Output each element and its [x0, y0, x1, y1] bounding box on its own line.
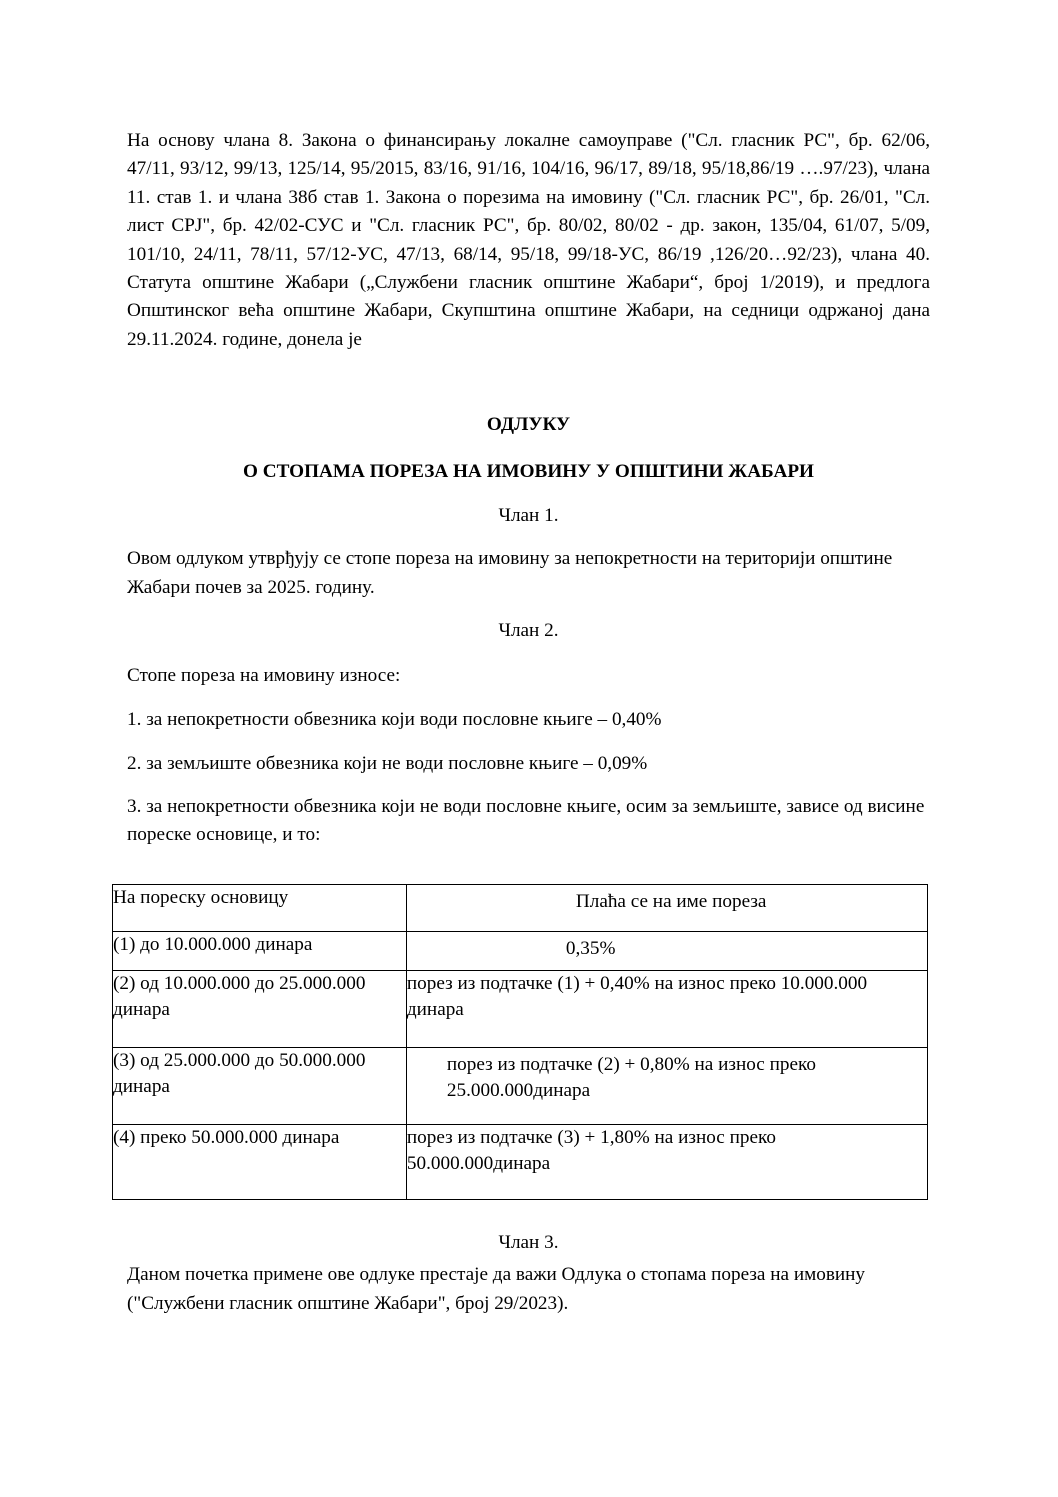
table-cell-rate: порез из подтачке (1) + 0,40% на износ преко 10.000.000 динара — [406, 971, 927, 1048]
article-2-item-3: 3. за непокретности обвезника који не води пословне књиге, осим за земљиште, зависе од висине пореске основице, и то: — [127, 795, 925, 846]
table-cell-rate: порез из подтачке (3) + 1,80% на износ преко 50.000.000динара — [406, 1125, 927, 1200]
preamble-paragraph: На основу члана 8. Закона о финансирању локалне самоуправе ("Сл. гласник РС", бр. 62/06, 47/11, 93/12, 99/13, 125/14, 95/2015, 83/16, 91/16, 104/16, 96/17, 89/18, 95/18,86/19 ….97/23), члана 11. став 1. и члана 38б став 1. Закона о порезима на имовину ("Сл. гласник РС", бр. 26/01, "Сл. лист СРЈ", бр. 42/02-СУС и "Сл. гласник РС", бр. 80/02, 80/02 - др. закон, 135/04, 61/07, 5/09, 101/10, 24/11, 78/11, 57/12-УС, 47/13, 68/14, 95/18, 99/18-УС, 86/19 ,126/20…92/23), члана 40. Статута општине Жабари („Службени гласник општине Жабари“, број 1/2019), и предлога Општинског већа општине Жабари, Скупштина општине Жабари, на седници одржаној дана 29.11.2024. године, донела је — [127, 130, 930, 350]
table-cell-rate: порез из подтачке (2) + 0,80% на износ преко 25.000.000динара — [406, 1048, 927, 1125]
article-1-text: Овом одлуком утврђују се стопе пореза на имовину за непокретности на територији општине Жабари почев за 2025. годину. — [127, 548, 893, 598]
decision-title: ОДЛУКУ — [486, 414, 571, 436]
table-cell-base: (2) од 10.000.000 до 25.000.000 динара — [113, 971, 407, 1048]
article-2-item-1: 1. за непокретности обвезника који води пословне књиге – 0,40% — [127, 709, 662, 731]
tax-rates-table — [112, 884, 928, 1200]
table-cell-base: (1) до 10.000.000 динара — [113, 932, 407, 971]
table-cell-rate: 0,35% — [406, 932, 927, 971]
table-cell-base: (3) од 25.000.000 до 50.000.000 динара — [113, 1048, 407, 1125]
table-row — [113, 932, 928, 971]
decision-subtitle: О СТОПАМА ПОРЕЗА НА ИМОВИНУ У ОПШТИНИ ЖАБАРИ — [243, 460, 814, 482]
article-2-item-2: 2. за земљиште обвезника који не води пословне књиге – 0,09% — [127, 752, 648, 774]
table-cell-base: (4) преко 50.000.000 динара — [113, 1125, 407, 1200]
article-3 — [127, 1229, 930, 1318]
article-2-heading: Члан 2. — [498, 620, 559, 642]
article-3-text: Даном почетка примене ове одлуке престаје да важи Одлука о стопама пореза на имовину ("Службени гласник општине Жабари", број 29/2023). — [127, 1264, 866, 1314]
table-header-left: На пореску основицу — [113, 885, 407, 932]
document-body — [127, 127, 930, 850]
table-row — [113, 1125, 928, 1200]
table-row — [113, 971, 928, 1048]
table-header-right: Плаћа се на име пореза — [406, 885, 927, 932]
article-2-intro: Стопе пореза на имовину износе: — [127, 664, 401, 686]
table-row — [113, 1048, 928, 1125]
article-3-heading: Члан 3. — [498, 1232, 559, 1253]
table-header-row — [113, 885, 928, 932]
article-1-heading: Члан 1. — [498, 505, 559, 527]
